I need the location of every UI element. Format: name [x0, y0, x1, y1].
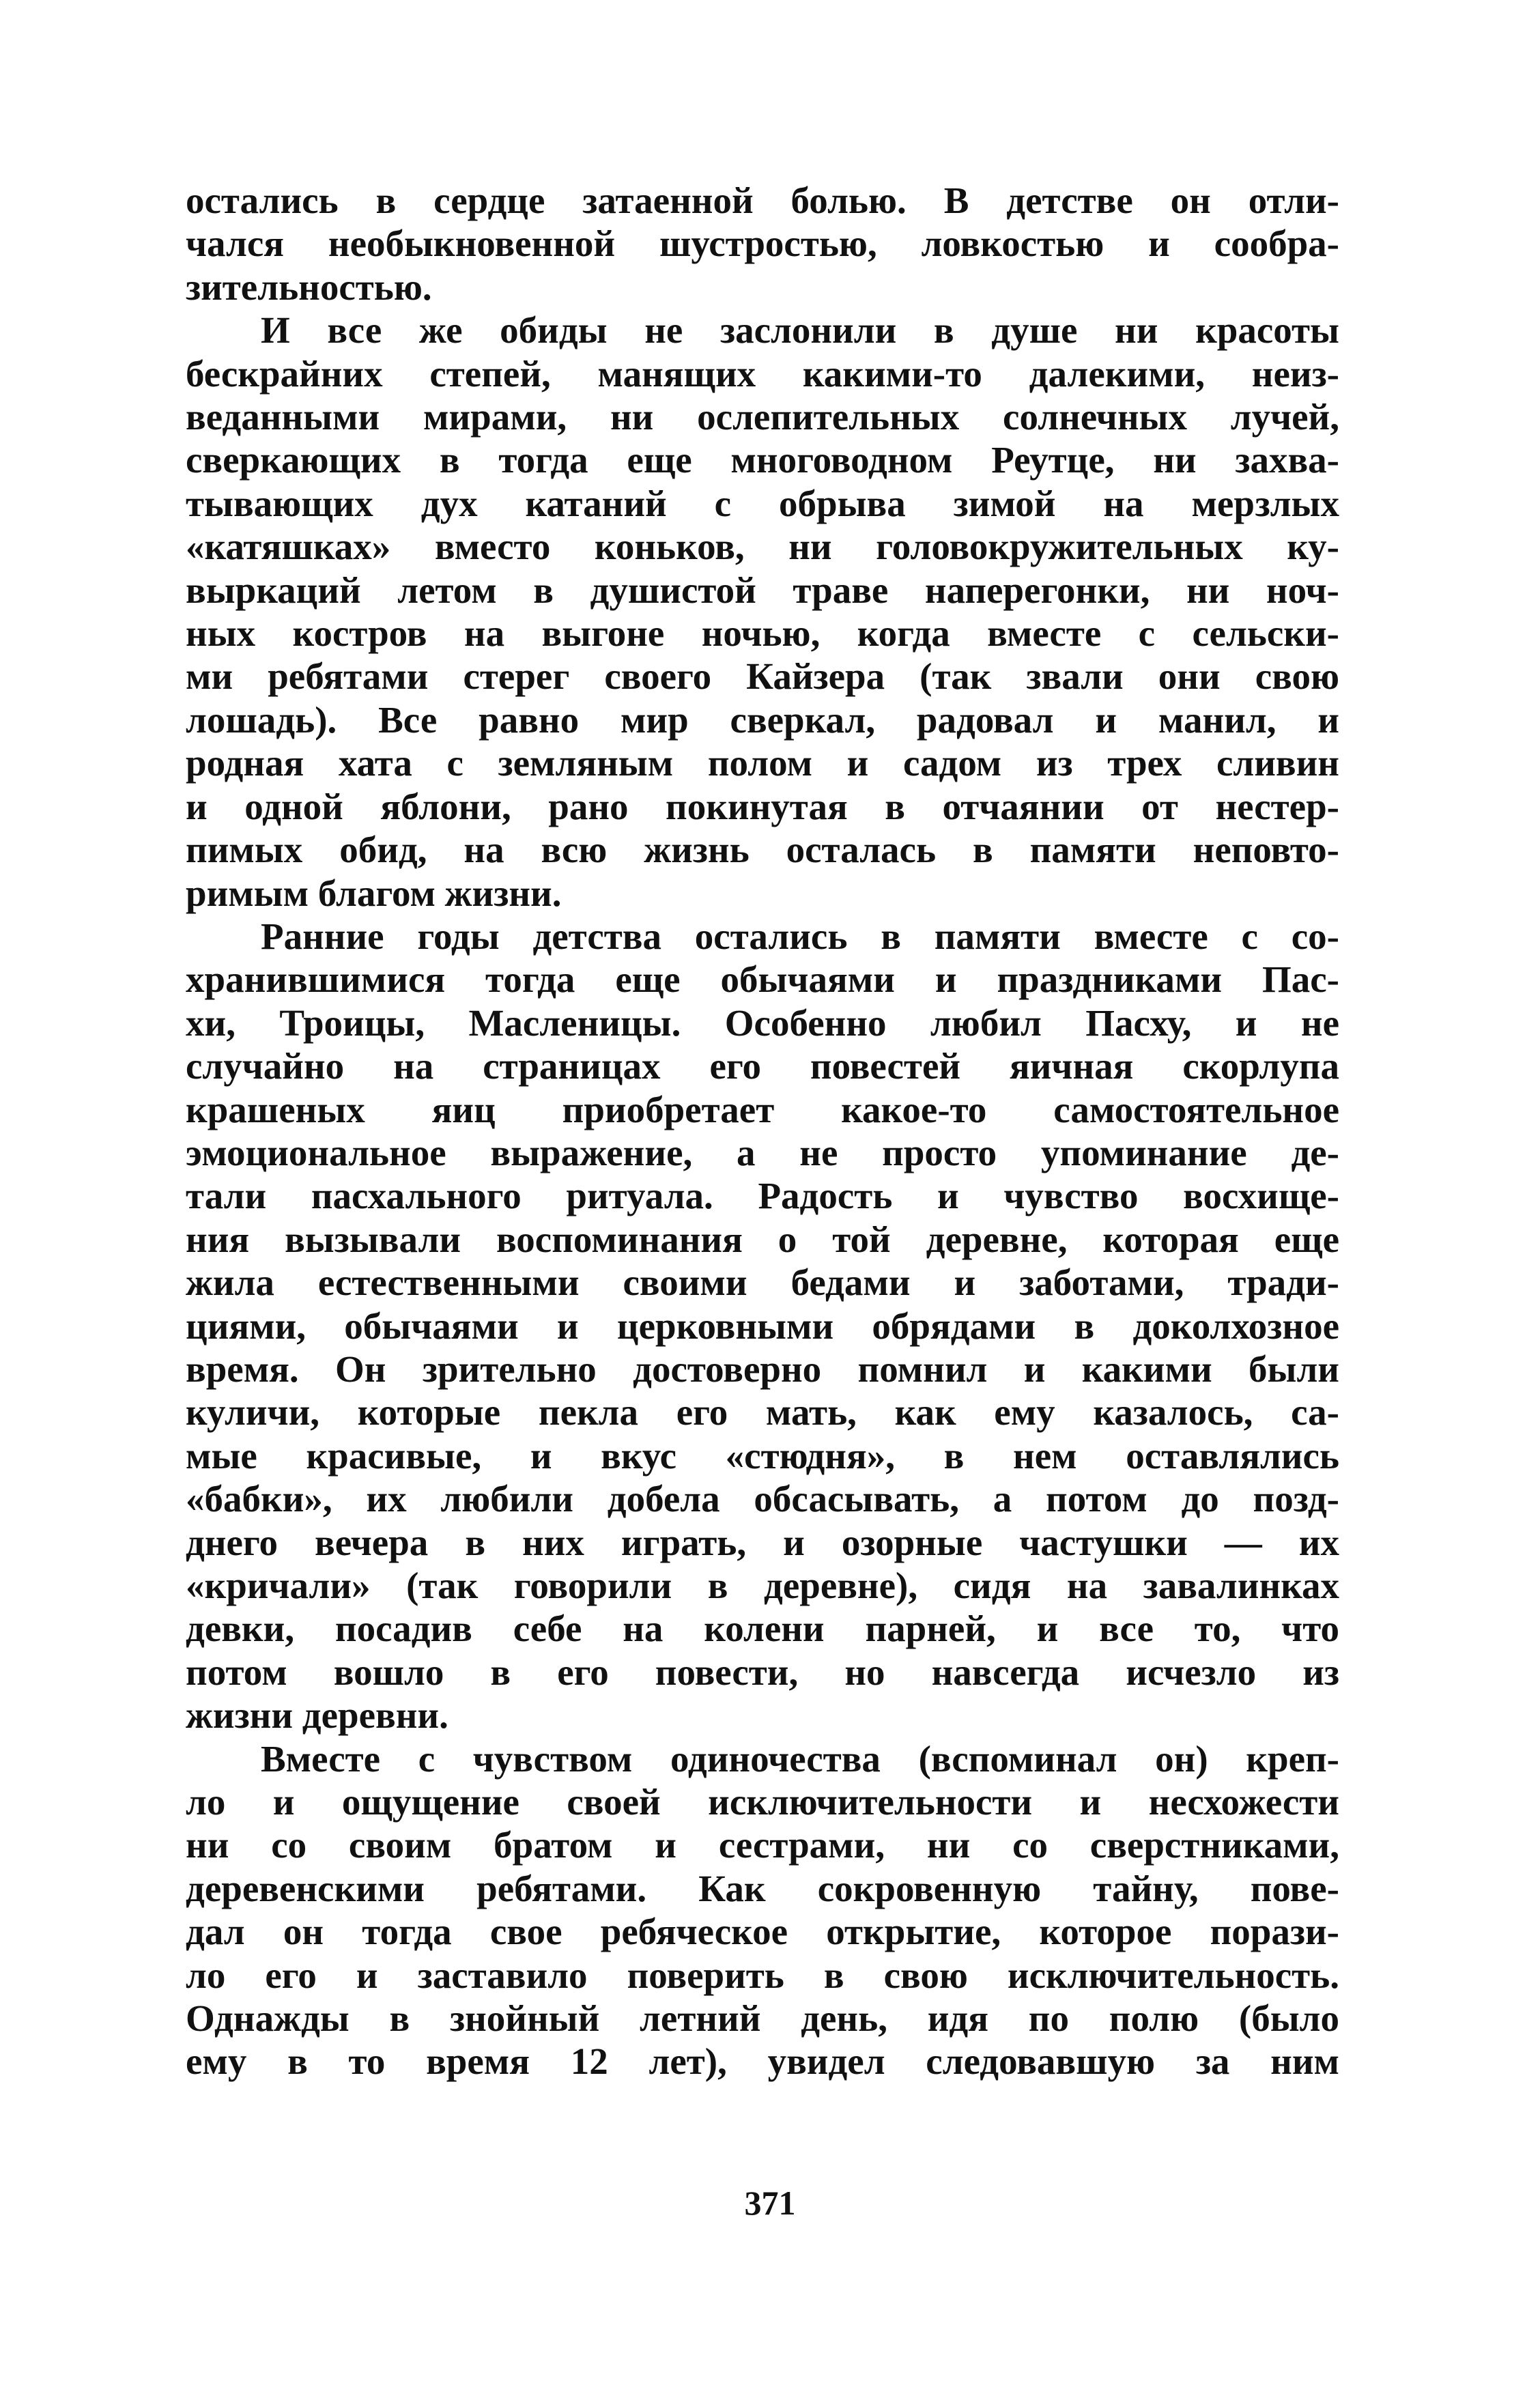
text-line: ных костров на выгоне ночью, когда вместе с сельски- [186, 612, 1339, 655]
text-line: деревенскими ребятами. Как сокровенную тайну, пове- [186, 1867, 1339, 1909]
text-line: «бабки», их любили добела обсасывать, а потом до позд- [186, 1478, 1339, 1520]
text-line: ми ребятами стерег своего Кайзера (так звали они свою [186, 655, 1339, 698]
text-line: жизни деревни. [186, 1694, 448, 1737]
text-line: чался необыкновенной шустростью, ловкостью и сообра- [186, 223, 1339, 265]
text-line: дал он тогда свое ребяческое открытие, которое порази- [186, 1911, 1339, 1953]
text-line: тывающих дух катаний с обрыва зимой на мерзлых [186, 482, 1339, 524]
text-line: лошадь). Все равно мир сверкал, радовал и манил, и [186, 698, 1339, 741]
text-line: родная хата с земляным полом и садом из трех сливин [186, 742, 1339, 784]
text-line: веданными мирами, ни ослепительных солнечных лучей, [186, 396, 1339, 438]
page-number: 371 [744, 2184, 796, 2222]
text-line: Ранние годы детства остались в памяти вместе с со- [261, 915, 1339, 957]
text-line: Вместе с чувством одиночества (вспоминал он) креп- [261, 1737, 1339, 1780]
text-line: эмоциональное выражение, а не просто упоминание де- [186, 1131, 1339, 1173]
text-line: «кричали» (так говорили в деревне), сидя на завалинках [186, 1565, 1339, 1606]
text-line: днего вечера в них играть, и озорные частушки — их [186, 1521, 1339, 1563]
text-line: случайно на страницах его повестей яичная скорлупа [186, 1045, 1339, 1087]
text-line: время. Он зрительно достоверно помнил и какими были [186, 1348, 1339, 1390]
text-line: «катяшках» вместо коньков, ни головокружительных ку- [186, 526, 1339, 568]
text-line: зительностью. [186, 266, 432, 308]
text-line: мые красивые, и вкус «стюдня», в нем оставлялись [186, 1434, 1339, 1477]
text-line: сверкающих в тогда еще многоводном Реутце, ни захва- [186, 439, 1339, 481]
text-line: девки, посадив себе на колени парней, и все то, что [186, 1608, 1339, 1650]
text-line: Однажды в знойный летний день, идя по полю (было [186, 1997, 1339, 2040]
text-line: ло его и заставило поверить в свою исключительность. [186, 1954, 1339, 1996]
text-line: циями, обычаями и церковными обрядами в доколхозное [186, 1305, 1339, 1347]
body-text [186, 179, 1339, 2083]
text-line: выркаций летом в душистой траве наперегонки, ни ноч- [186, 569, 1339, 611]
text-line: хранившимися тогда еще обычаями и праздниками Пас- [186, 958, 1339, 1001]
text-line: хи, Троицы, Масленицы. Особенно любил Пасху, и не [186, 1001, 1339, 1044]
text-line: ни со своим братом и сестрами, ни со сверстниками, [186, 1824, 1339, 1866]
text-line: тали пасхального ритуала. Радость и чувство восхище- [186, 1175, 1339, 1217]
paragraph-4 [186, 1737, 1339, 2083]
paragraph-1 [186, 179, 1339, 309]
paragraph-2 [186, 309, 1339, 915]
paragraph-3 [186, 915, 1339, 1737]
text-line: потом вошло в его повести, но навсегда исчезло из [186, 1651, 1339, 1693]
text-line: куличи, которые пекла его мать, как ему казалось, са- [186, 1391, 1339, 1434]
text-line: жила естественными своими бедами и заботами, тради- [186, 1262, 1339, 1304]
text-line: остались в сердце затаенной болью. В детстве он отли- [186, 180, 1339, 221]
text-line: ему в то время 12 лет), увидел следовавшую за ним [186, 2040, 1339, 2083]
text-line: бескрайних степей, манящих какими-то далекими, неиз- [186, 352, 1339, 395]
text-line: и одной яблони, рано покинутая в отчаянии от нестер- [186, 785, 1339, 827]
text-line: ло и ощущение своей исключительности и несхожести [186, 1781, 1339, 1823]
text-line: римым благом жизни. [186, 872, 562, 914]
text-line: крашеных яиц приобретает какое-то самостоятельное [186, 1088, 1339, 1130]
text-line: ния вызывали воспоминания о той деревне, которая еще [186, 1218, 1339, 1260]
text-line: И все же обиды не заслонили в душе ни красоты [261, 309, 1339, 352]
text-line: пимых обид, на всю жизнь осталась в памяти неповто- [186, 829, 1339, 871]
